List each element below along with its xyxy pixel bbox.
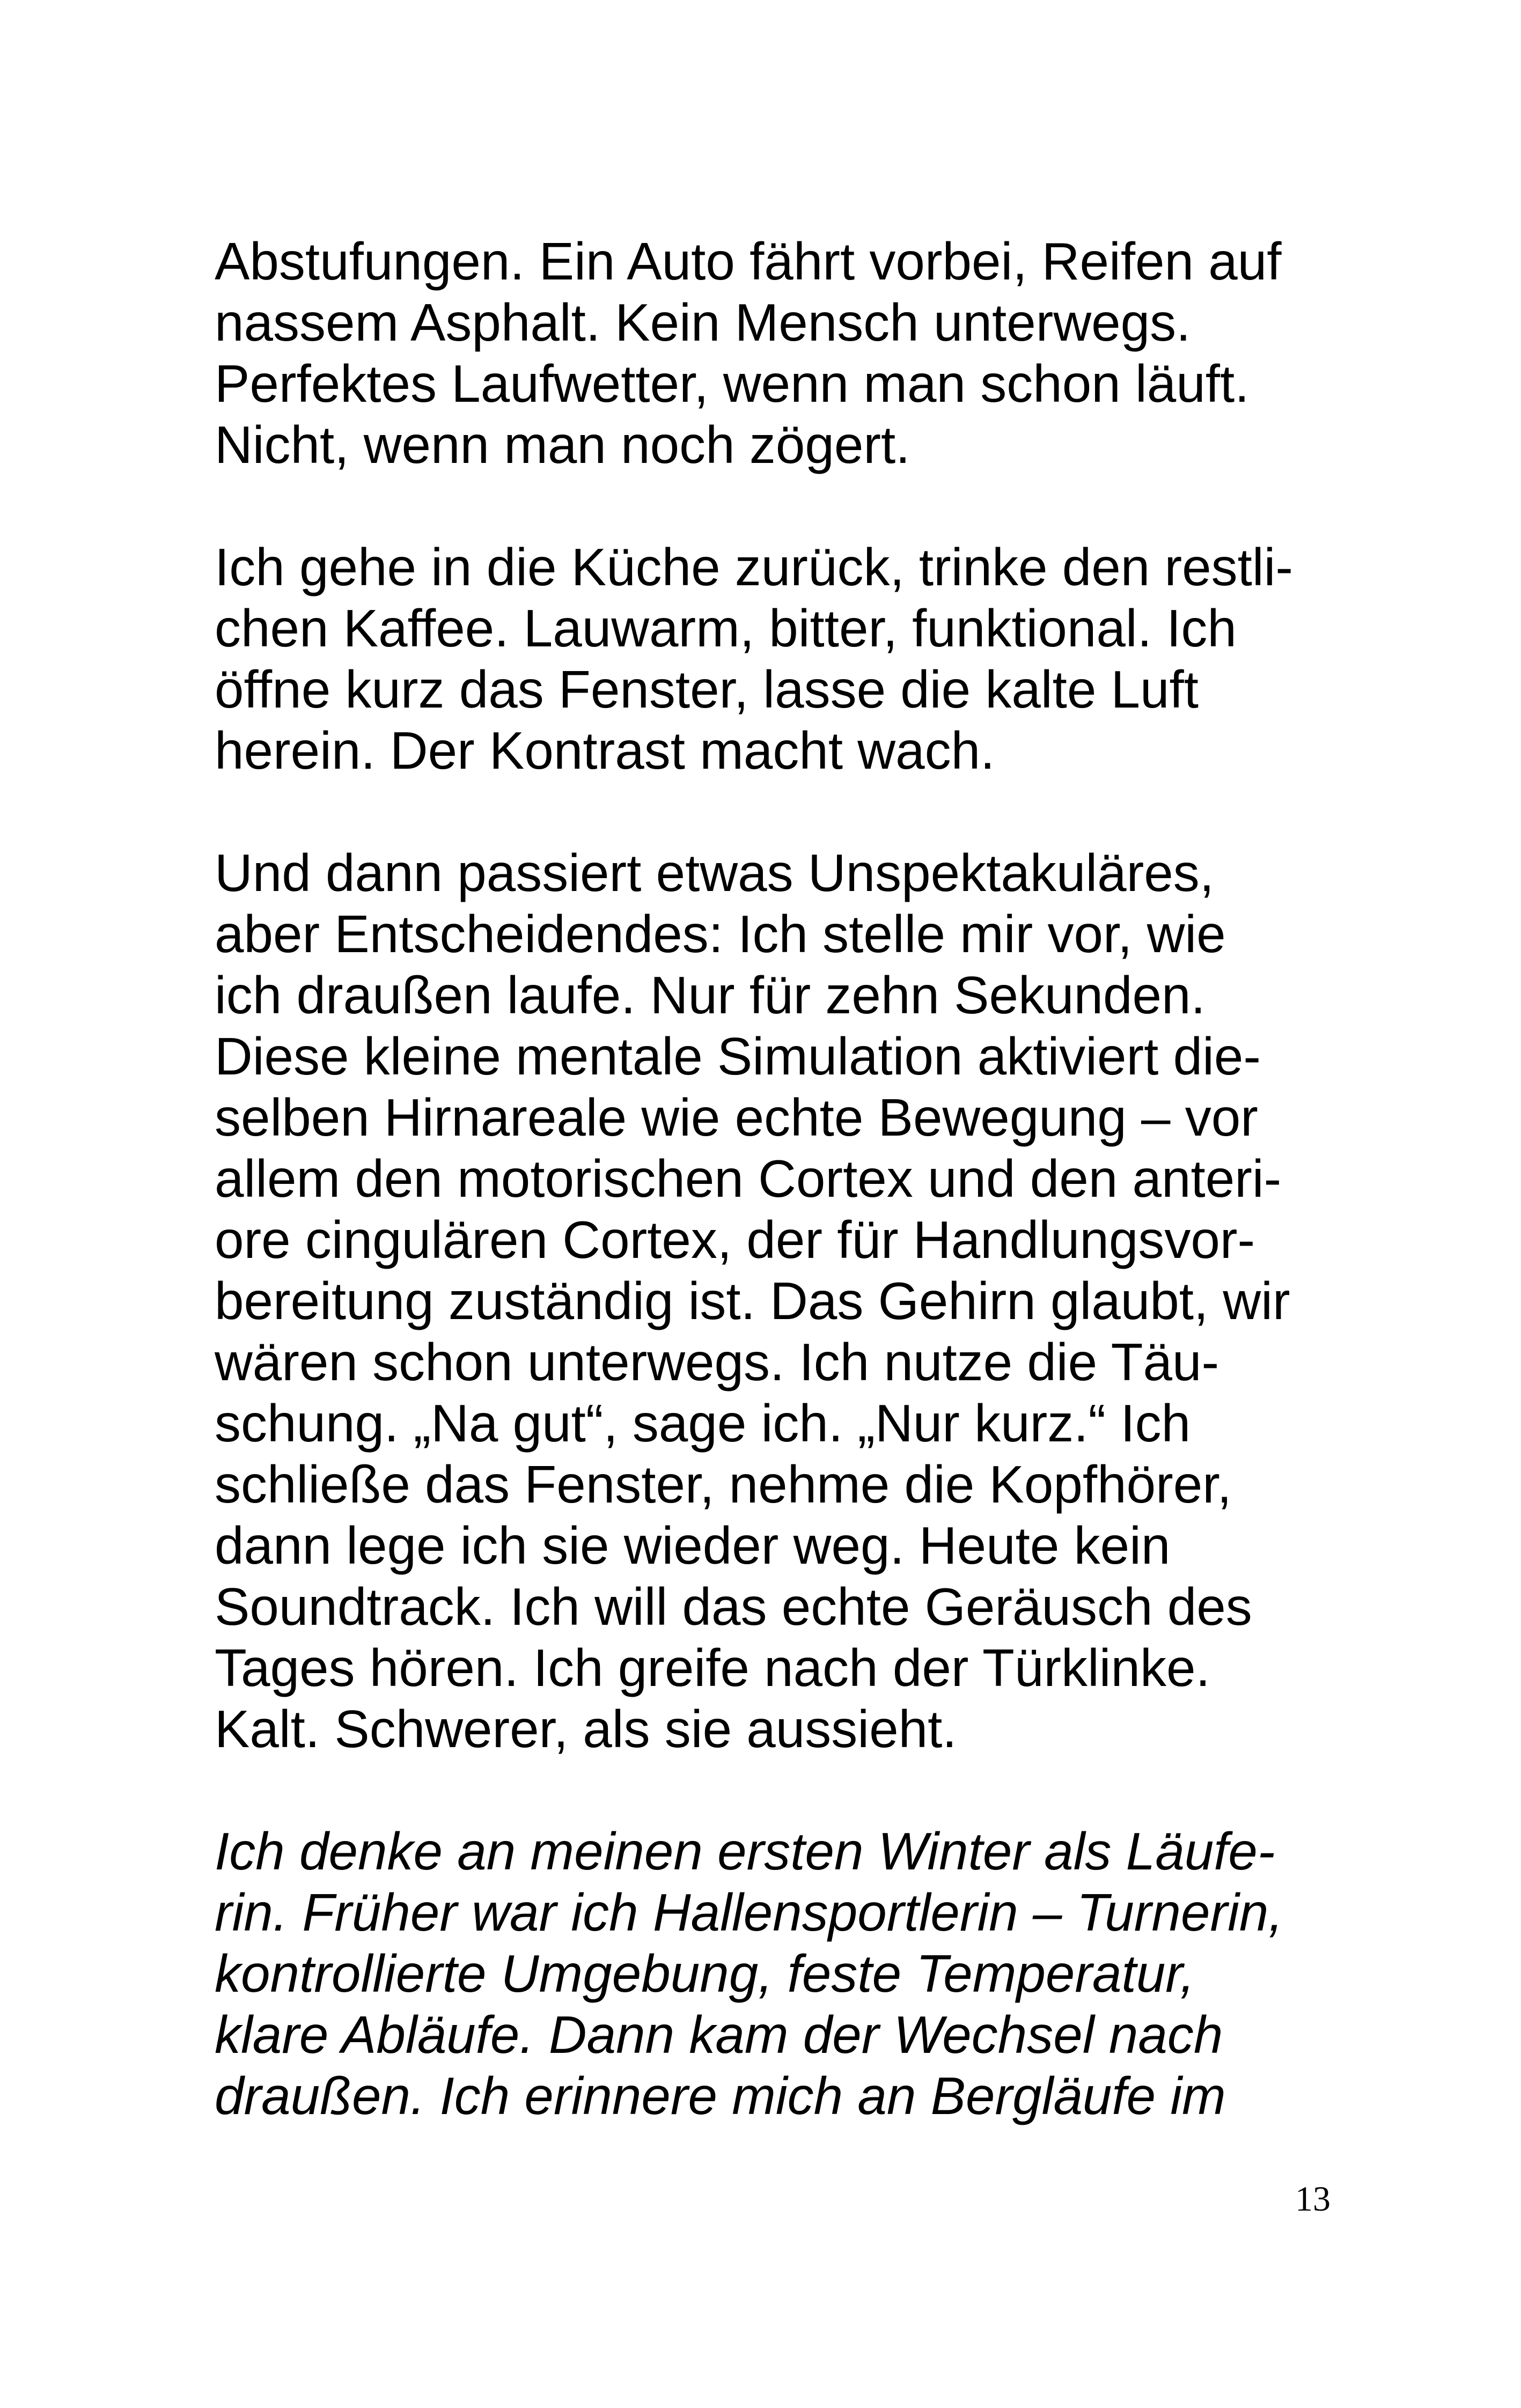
text-line: Diese kleine mentale Simulation aktiviert die-: [215, 1027, 1261, 1086]
text-line: herein. Der Kontrast macht wach.: [215, 721, 995, 780]
italic-paragraph: [215, 1821, 1331, 2126]
text-line: rin. Früher war ich Hallensportlerin – Turnerin,: [215, 1883, 1283, 1942]
text-line: nassem Asphalt. Kein Mensch unterwegs.: [215, 293, 1191, 352]
text-line: Ich denke an meinen ersten Winter als Läufe-: [215, 1822, 1275, 1881]
text-line: Kalt. Schwerer, als sie aussieht.: [215, 1699, 957, 1758]
paragraph: [215, 231, 1331, 475]
text-line: Abstufungen. Ein Auto fährt vorbei, Reifen auf: [215, 232, 1282, 291]
text-line: allem den motorischen Cortex und den anteri-: [215, 1149, 1282, 1208]
paragraph: [215, 536, 1331, 781]
text-line: ore cingulären Cortex, der für Handlungsvor-: [215, 1210, 1255, 1269]
text-line: Und dann passiert etwas Unspektakuläres,: [215, 843, 1215, 902]
text-line: kontrollierte Umgebung, feste Temperatur,: [215, 1944, 1195, 2003]
text-line: schließe das Fenster, nehme die Kopfhörer,: [215, 1455, 1232, 1514]
text-line: öffne kurz das Fenster, lasse die kalte Luft: [215, 660, 1199, 719]
text-line: klare Abläufe. Dann kam der Wechsel nach: [215, 2005, 1223, 2064]
text-line: chen Kaffee. Lauwarm, bitter, funktional. Ich: [215, 599, 1237, 658]
text-line: Perfektes Laufwetter, wenn man schon läuft.: [215, 354, 1250, 413]
text-line: draußen. Ich erinnere mich an Bergläufe im: [215, 2066, 1226, 2125]
text-line: selben Hirnareale wie echte Bewegung – vor: [215, 1088, 1258, 1147]
text-line: Ich gehe in die Küche zurück, trinke den restli-: [215, 537, 1294, 597]
text-line: Nicht, wenn man noch zögert.: [215, 415, 910, 474]
text-line: Tages hören. Ich greife nach der Türklinke.: [215, 1638, 1210, 1697]
text-line: ich draußen laufe. Nur für zehn Sekunden.: [215, 966, 1206, 1025]
text-line: schung. „Na gut“, sage ich. „Nur kurz.“ Ich: [215, 1394, 1191, 1453]
text-line: bereitung zuständig ist. Das Gehirn glaubt, wir: [215, 1271, 1290, 1330]
text-line: dann lege ich sie wieder weg. Heute kein: [215, 1516, 1171, 1575]
text-line: aber Entscheidendes: Ich stelle mir vor, wie: [215, 904, 1226, 963]
body-text: [215, 231, 1331, 2188]
text-line: Soundtrack. Ich will das echte Geräusch des: [215, 1577, 1252, 1636]
text-line: wären schon unterwegs. Ich nutze die Täu-: [215, 1332, 1219, 1391]
page-number: 13: [1295, 2179, 1331, 2219]
paragraph: [215, 842, 1331, 1759]
